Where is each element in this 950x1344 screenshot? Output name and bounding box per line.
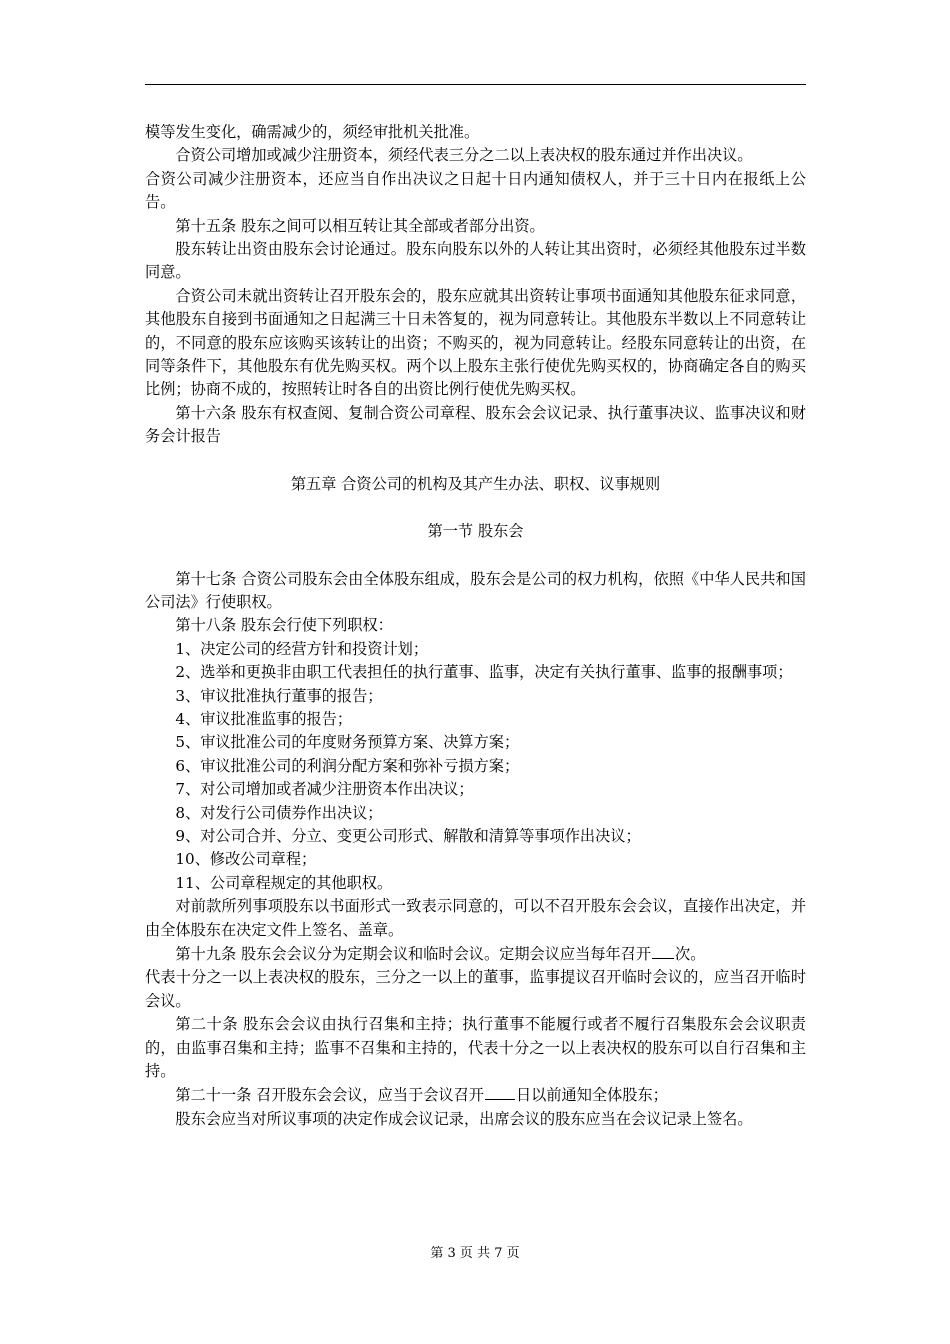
list-item: 5、审议批准公司的年度财务预算方案、决算方案； [175,733,520,752]
article-20: 第二十条 股东会会议由执行召集和主持；执行董事不能履行或者不履行召集股东会会议职责的，由监事召集和主持；监事不召集和主持的，代表十分之一以上表决权的股东可以自行召集和主持。 [145,1015,806,1081]
article-19-tail: 次。 [675,945,706,963]
paragraph: 代表十分之一以上表决权的股东，三分之一以上的董事，监事提议召开临时会议的，应当召开临时会议。 [145,968,806,1010]
list-item: 9、对公司合并、分立、变更公司形式、解散和清算等事项作出决议； [175,826,641,845]
article-19-text: 第十九条 股东会会议分为定期会议和临时会议。定期会议应当每年召开 [175,945,652,963]
article-17: 第十七条 合资公司股东会由全体股东组成，股东会是公司的权力机构，依照《中华人民共和国公司法》行使职权。 [145,569,806,611]
article-19 [145,942,806,966]
header-rule [145,84,806,85]
list-item: 6、审议批准公司的利润分配方案和弥补亏损方案； [175,756,520,775]
article-18: 第十八条 股东会行使下列职权： [175,616,393,635]
section-heading: 第一节 股东会 [427,522,524,541]
list-item: 4、审议批准监事的报告； [175,709,353,728]
paragraph: 股东会应当对所议事项的决定作成会议记录，出席会议的股东应当在会议记录上签名。 [175,1109,753,1128]
article-21 [145,1083,806,1107]
fill-in-blank [485,1083,515,1100]
paragraph: 合资公司增加或减少注册资本，须经代表三分之二以上表决权的股东通过并作出决议。 [175,146,753,165]
list-item: 10、修改公司章程； [175,850,317,869]
list-item: 2、选举和更换非由职工代表担任的执行董事、监事，决定有关执行董事、监事的报酬事项； [175,663,793,682]
paragraph-continuation: 模等发生变化，确需减少的，须经审批机关批准。 [145,123,480,141]
article-15: 第十五条 股东之间可以相互转让其全部或者部分出资。 [175,216,545,235]
list-item: 8、对发行公司债券作出决议； [175,803,383,822]
page-footer [0,1245,950,1263]
article-21-tail: 日以前通知全体股东； [515,1086,668,1105]
paragraph: 对前款所列事项股东以书面形式一致表示同意的，可以不召开股东会会议，直接作出决定，并由全体股东在决定文件上签名、盖章。 [145,897,806,939]
paragraph: 合资公司减少注册资本，还应当自作出决议之日起十日内通知债权人，并于三十日内在报纸上公告。 [145,169,806,212]
paragraph: 股东转让出资由股东会讨论通过。股东向股东以外的人转让其出资时，必须经其他股东过半数同意。 [145,240,806,282]
list-item: 3、审议批准执行董事的报告； [175,686,383,705]
article-16: 第十六条 股东有权查阅、复制合资公司章程、股东会会议记录、执行董事决议、监事决议和财务会计报告 [145,403,806,446]
list-item: 7、对公司增加或者减少注册资本作出决议； [175,780,474,799]
paragraph: 合资公司未就出资转让召开股东会的，股东应就其出资转让事项书面通知其他股东征求同意，其他股东自接到书面通知之日起满三十日未答复的，视为同意转让。其他股东半数以上不同意转让的，不同意的股东应该购买该转让的出资；不购买的，视为同意转让。经股东同意转让的出资，在同等条件下，其他股东有优先购买权。两个以上股东主张行使优先购买权的，协商确定各自的购买比例；协商不成的，按照转让时各自的出资比例行使优先购买权。 [145,286,806,399]
page-number: 第 3 页 共 7 页 [430,1246,520,1261]
fill-in-blank [652,942,674,959]
article-21-text: 第二十一条 召开股东会会议，应当于会议召开 [175,1086,484,1105]
list-item: 11、公司章程规定的其他职权。 [175,873,393,892]
chapter-heading: 第五章 合资公司的机构及其产生办法、职权、议事规则 [290,474,661,493]
document-body [145,121,806,1131]
list-item: 1、决定公司的经营方针和投资计划； [175,639,429,658]
